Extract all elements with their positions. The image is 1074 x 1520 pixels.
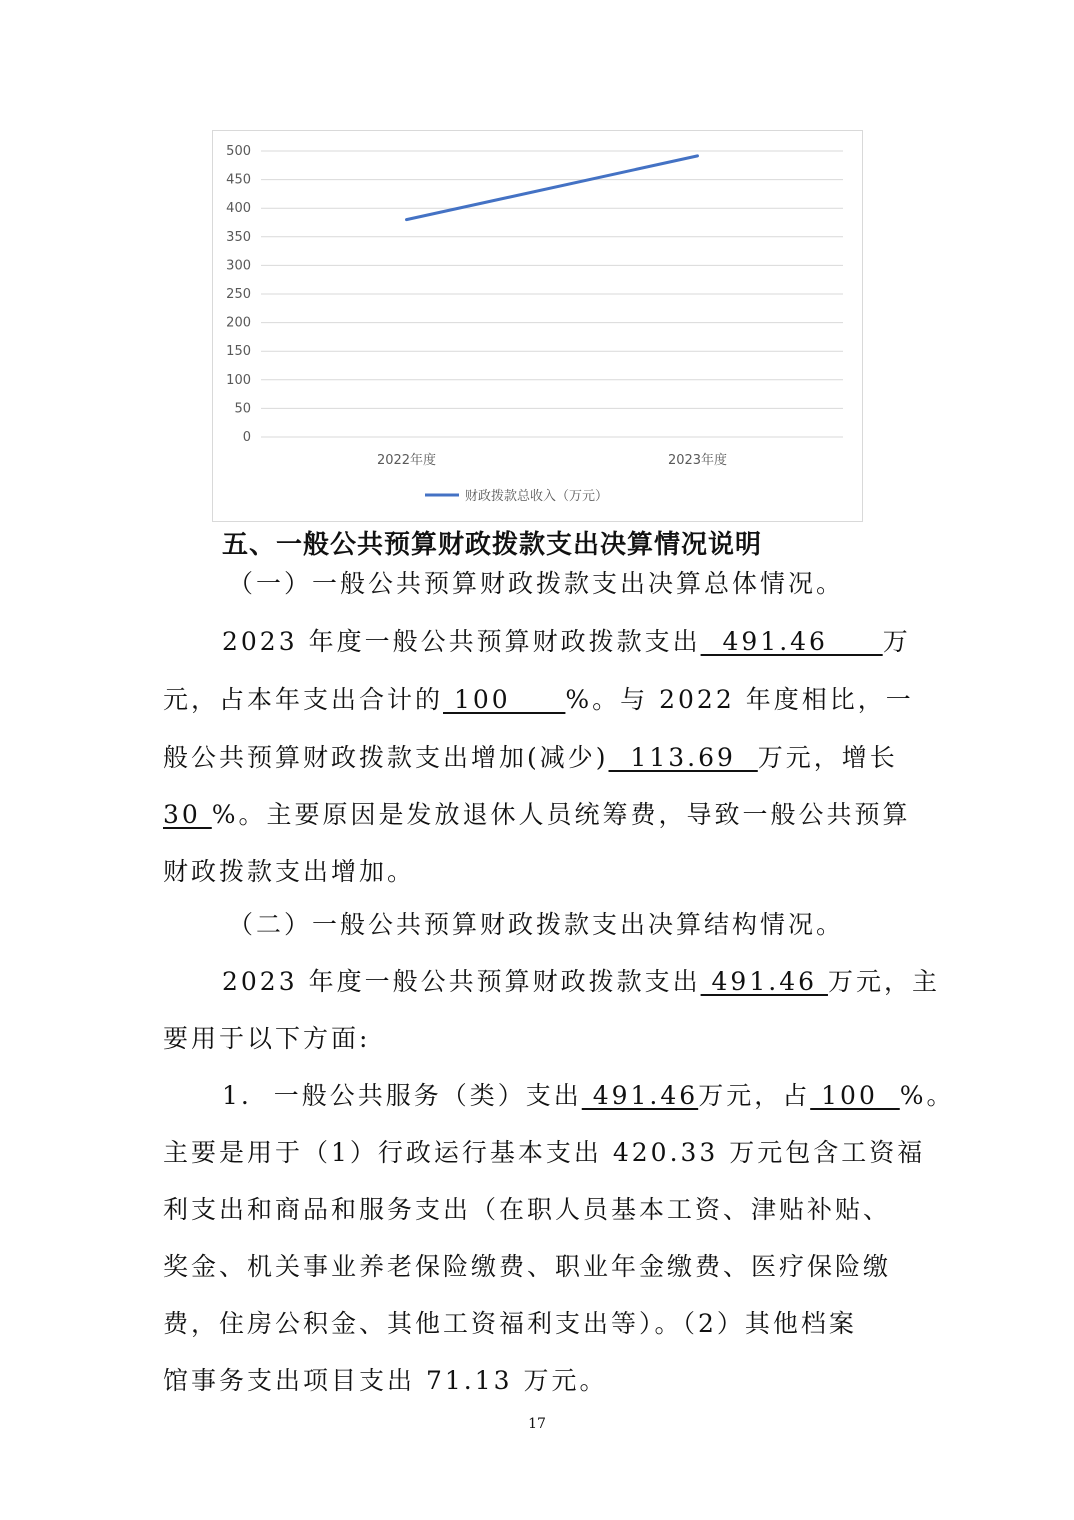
section-heading: 五、一般公共预算财政拨款支出决算情况说明 <box>222 530 763 560</box>
paragraph-line: 费，住房公积金、其他工资福利支出等）。（2）其他档案 <box>163 1309 857 1338</box>
y-tick-label: 100 <box>226 372 251 388</box>
paragraph-line <box>222 962 940 998</box>
y-tick-label: 500 <box>226 144 251 159</box>
paragraph-line: 利支出和商品和服务支出（在职人员基本工资、津贴补贴、 <box>163 1195 892 1224</box>
underlined-value: 100 <box>443 685 566 714</box>
y-tick-label: 50 <box>234 401 251 417</box>
paragraph-line: 财政拨款支出增加。 <box>163 857 416 886</box>
underlined-value: 113.69 <box>608 743 758 772</box>
paragraph-line <box>163 738 898 774</box>
text-span: 元，占本年支出合计的 <box>163 685 444 714</box>
paragraph-line: 主要是用于（1）行政运行基本支出 420.33 万元包含工资福 <box>163 1138 926 1167</box>
y-tick-label: 350 <box>226 229 251 245</box>
text-span: %。与 2022 年度相比，一 <box>565 685 914 714</box>
text-span: %。 <box>899 1081 955 1110</box>
x-tick-label: 2022年度 <box>376 453 437 468</box>
y-tick-label: 0 <box>242 430 251 445</box>
y-tick-label: 400 <box>226 201 251 217</box>
series-line <box>407 156 698 220</box>
paragraph-line: 要用于以下方面: <box>163 1024 371 1053</box>
chart-svg <box>213 131 862 521</box>
underlined-value: 491.46 <box>700 967 828 996</box>
paragraph-line <box>163 680 914 716</box>
text-span: 万元，占 <box>698 1081 811 1110</box>
text-span: 万 <box>882 627 911 656</box>
y-tick-label: 450 <box>226 172 251 188</box>
subsection-title-1: （一）一般公共预算财政拨款支出决算总体情况。 <box>228 569 845 598</box>
text-span: 般公共预算财政拨款支出增加(减少) <box>163 743 609 772</box>
underlined-value: 491.46 <box>700 627 883 656</box>
page-number: 17 <box>528 1416 546 1432</box>
text-span: 万元，增长 <box>757 743 898 772</box>
paragraph-line <box>222 1076 955 1112</box>
y-tick-label: 200 <box>226 315 251 331</box>
text-span: 万元，主 <box>827 967 940 996</box>
text-span: 1. 一般公共服务（类）支出 <box>222 1081 582 1110</box>
underlined-value: 100 <box>810 1081 900 1110</box>
legend-label: 财政拨款总收入（万元） <box>465 489 609 504</box>
text-span: 2023 年度一般公共预算财政拨款支出 <box>222 967 701 996</box>
underlined-value: 491.46 <box>581 1081 699 1110</box>
x-tick-label: 2023年度 <box>667 453 728 468</box>
y-tick-label: 150 <box>226 344 251 360</box>
y-tick-label: 250 <box>226 287 251 302</box>
line-chart <box>212 130 863 522</box>
paragraph-line <box>163 795 911 831</box>
paragraph-line: 馆事务支出项目支出 71.13 万元。 <box>163 1366 608 1395</box>
paragraph-line: 奖金、机关事业养老保险缴费、职业年金缴费、医疗保险缴 <box>163 1252 892 1281</box>
subsection-title-2: （二）一般公共预算财政拨款支出决算结构情况。 <box>228 910 845 939</box>
text-span: 2023 年度一般公共预算财政拨款支出 <box>222 627 701 656</box>
underlined-value: 30 <box>163 800 212 829</box>
text-span: %。主要原因是发放退休人员统筹费，导致一般公共预算 <box>211 800 911 829</box>
y-tick-label: 300 <box>226 258 251 274</box>
paragraph-line <box>222 622 911 658</box>
